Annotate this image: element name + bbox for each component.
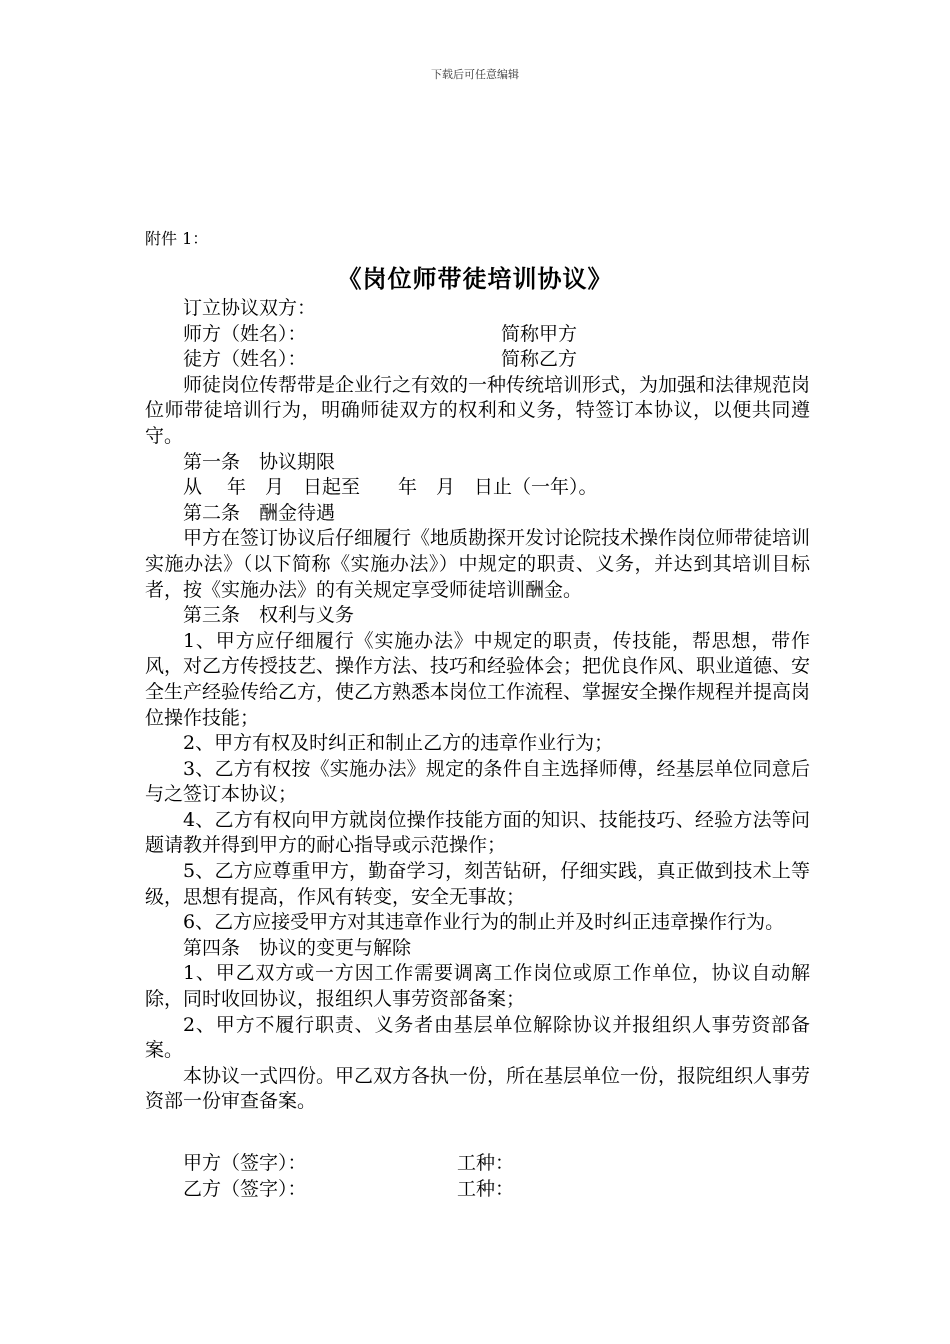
apprentice-abbr: 简称乙方	[501, 348, 578, 371]
party-a-signature-label: 甲方（签字）：	[183, 1152, 307, 1174]
article3-item: 6、乙方应接受甲方对其违章作业行为的制止并及时纠正违章操作行为。	[183, 911, 785, 934]
document-title: 《岗位师带徒培训协议》	[337, 264, 613, 293]
article1-text: 从 年 月 日起至 年 月 日止（一年）。	[183, 476, 598, 499]
apprentice-row	[145, 347, 810, 373]
article3-item: 3、乙方有权按《实施办法》规定的条件自主选择师傅，经基层单位同意后与之签订本协议；	[145, 757, 810, 806]
party-b-signature-label: 乙方（签字）：	[183, 1177, 307, 1200]
article4-heading: 第四条 协议的变更与解除	[183, 936, 412, 959]
parties-intro: 订立协议双方：	[183, 297, 317, 319]
master-label: 师方（姓名）：	[183, 322, 307, 345]
article1-heading: 第一条 协议期限	[183, 450, 336, 473]
article3-item: 1、甲方应仔细履行《实施办法》中规定的职责，传技能，帮思想，带作风，对乙方传授技艺、操作方法、技巧和经验体会；把优良作风、职业道德、安全生产经验传给乙方，使乙方熟悉本岗位工作流程、掌握安全操作规程并提高岗位操作技能；	[145, 629, 811, 729]
signature-row-a	[145, 1151, 810, 1177]
apprentice-label: 徒方（姓名）：	[183, 348, 307, 371]
article2-heading: 第二条 酬金待遇	[183, 501, 336, 524]
article4-item: 1、甲乙双方或一方因工作需要调离工作岗位或原工作单位，协议自动解除，同时收回协议，报组织人事劳资部备案；	[145, 962, 810, 1011]
preamble: 师徒岗位传帮带是企业行之有效的一种传统培训形式，为加强和法律规范岗位师带徒培训行为，明确师徒双方的权利和义务，特签订本协议，以便共同遵守。	[145, 373, 811, 447]
party-a-trade-label: 工种：	[457, 1152, 515, 1174]
party-b-trade-label: 工种：	[457, 1177, 515, 1200]
attachment-label: 附件 1：	[145, 229, 209, 248]
article3-item: 5、乙方应尊重甲方，勤奋学习，刻苦钻研，仔细实践，真正做到技术上等级，思想有提高，作风有转变，安全无事故；	[145, 860, 810, 908]
page-header-note: 下载后可任意编辑	[431, 68, 519, 81]
master-abbr: 简称甲方	[501, 322, 578, 345]
document-body	[145, 296, 810, 1202]
signature-row-b	[145, 1177, 810, 1203]
master-row	[145, 322, 810, 348]
article3-heading: 第三条 权利与义务	[183, 604, 355, 627]
closing-paragraph: 本协议一式四份。甲乙双方各执一份，所在基层单位一份，报院组织人事劳资部一份审查备案。	[145, 1064, 811, 1113]
article3-item: 4、乙方有权向甲方就岗位操作技能方面的知识、技能技巧、经验方法等问题请教并得到甲方的耐心指导或示范操作；	[145, 808, 810, 857]
article4-item: 2、甲方不履行职责、义务者由基层单位解除协议并报组织人事劳资部备案。	[145, 1013, 810, 1062]
article3-item: 2、甲方有权及时纠正和制止乙方的违章作业行为；	[183, 732, 614, 755]
article2-text: 甲方在签订协议后仔细履行《地质勘探开发讨论院技术操作岗位师带徒培训实施办法》（以下简称《实施办法》）中规定的职责、义务，并达到其培训目标者，按《实施办法》的有关规定享受师徒培训酬金。	[145, 527, 811, 601]
